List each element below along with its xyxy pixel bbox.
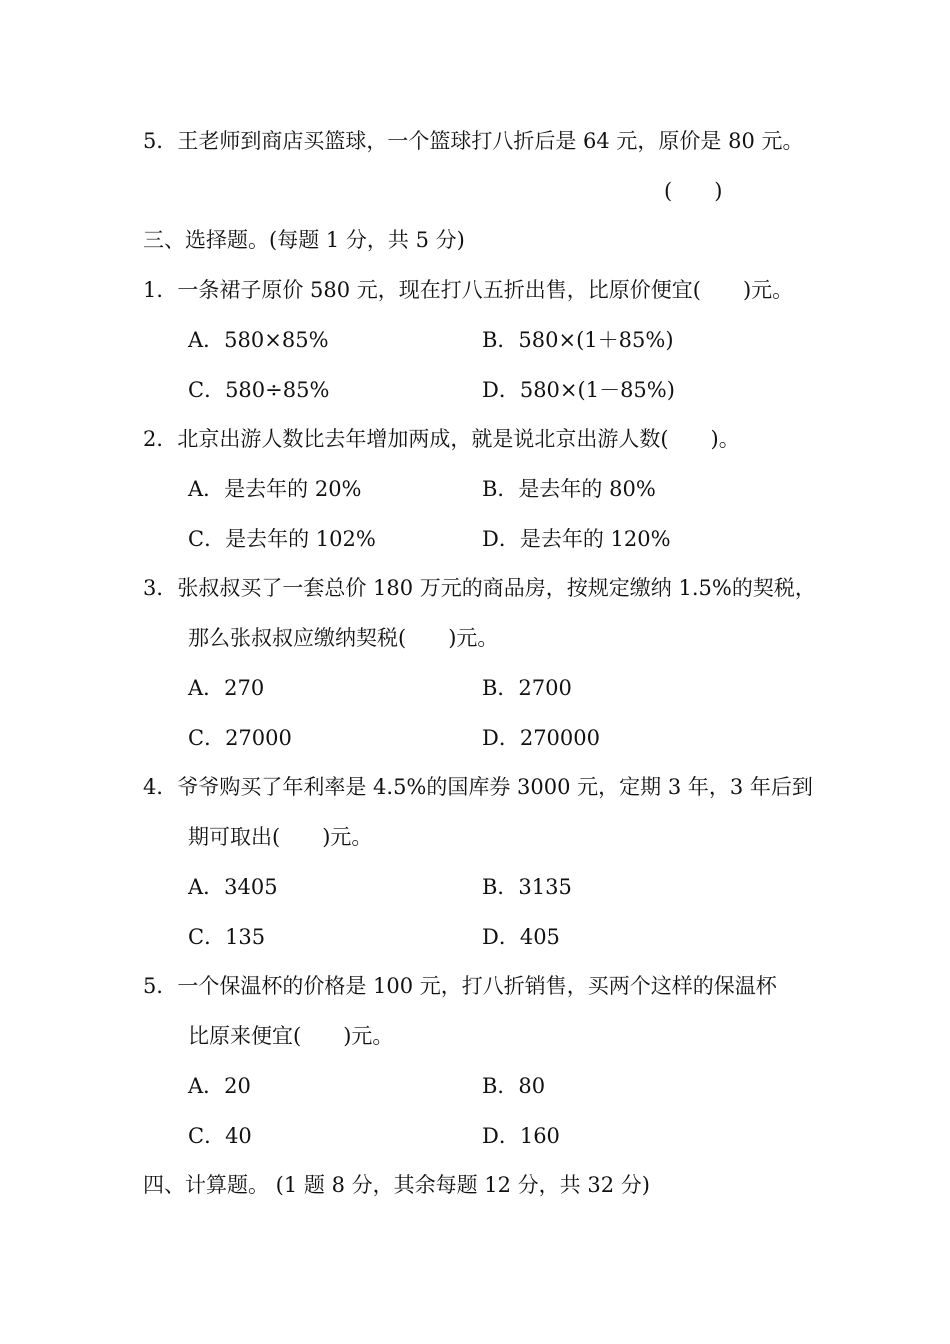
option-c[interactable]: C．是去年的 102% bbox=[188, 527, 376, 551]
option-a[interactable]: A．是去年的 20% bbox=[188, 477, 362, 501]
choice-question-3: 3．张叔叔买了一套总价 180 万元的商品房，按规定缴纳 1.5%的契税， bbox=[143, 576, 816, 600]
choice-question-1: 1．一条裙子原价 580 元，现在打八五折出售，比原价便宜( )元。 bbox=[143, 278, 794, 302]
option-d[interactable]: D．是去年的 120% bbox=[482, 527, 671, 551]
option-c[interactable]: C．40 bbox=[188, 1124, 252, 1148]
option-b[interactable]: B．是去年的 80% bbox=[482, 477, 656, 501]
answer-blank[interactable]: ( ) bbox=[664, 179, 723, 203]
section-heading-choice: 三、选择题。(每题 1 分，共 5 分) bbox=[143, 228, 465, 252]
option-c[interactable]: C．27000 bbox=[188, 726, 292, 750]
choice-question-5-cont: 比原来便宜( )元。 bbox=[188, 1024, 394, 1048]
option-b[interactable]: B．2700 bbox=[482, 676, 572, 700]
option-a[interactable]: A．20 bbox=[188, 1074, 251, 1098]
tf-question-5: 5．王老师到商店买篮球，一个篮球打八折后是 64 元，原价是 80 元。 bbox=[143, 129, 804, 153]
option-a[interactable]: A．580×85% bbox=[188, 328, 329, 352]
option-d[interactable]: D．160 bbox=[482, 1124, 560, 1148]
choice-question-4: 4．爷爷购买了年利率是 4.5%的国库券 3000 元，定期 3 年，3 年后到 bbox=[143, 775, 813, 799]
option-d[interactable]: D．405 bbox=[482, 925, 560, 949]
choice-question-4-cont: 期可取出( )元。 bbox=[188, 825, 373, 849]
option-a[interactable]: A．3405 bbox=[188, 875, 278, 899]
option-c[interactable]: C．135 bbox=[188, 925, 266, 949]
option-b[interactable]: B．580×(1＋85%) bbox=[482, 328, 674, 352]
choice-question-2: 2．北京出游人数比去年增加两成，就是说北京出游人数( )。 bbox=[143, 427, 740, 451]
choice-question-3-cont: 那么张叔叔应缴纳契税( )元。 bbox=[188, 626, 499, 650]
option-c[interactable]: C．580÷85% bbox=[188, 378, 330, 402]
section-heading-calculation: 四、计算题。 (1 题 8 分，其余每题 12 分，共 32 分) bbox=[143, 1173, 650, 1197]
option-a[interactable]: A．270 bbox=[188, 676, 265, 700]
option-b[interactable]: B．3135 bbox=[482, 875, 572, 899]
option-b[interactable]: B．80 bbox=[482, 1074, 546, 1098]
choice-question-5: 5．一个保温杯的价格是 100 元，打八折销售，买两个这样的保温杯 bbox=[143, 974, 777, 998]
option-d[interactable]: D．270000 bbox=[482, 726, 601, 750]
option-d[interactable]: D．580×(1－85%) bbox=[482, 378, 675, 402]
